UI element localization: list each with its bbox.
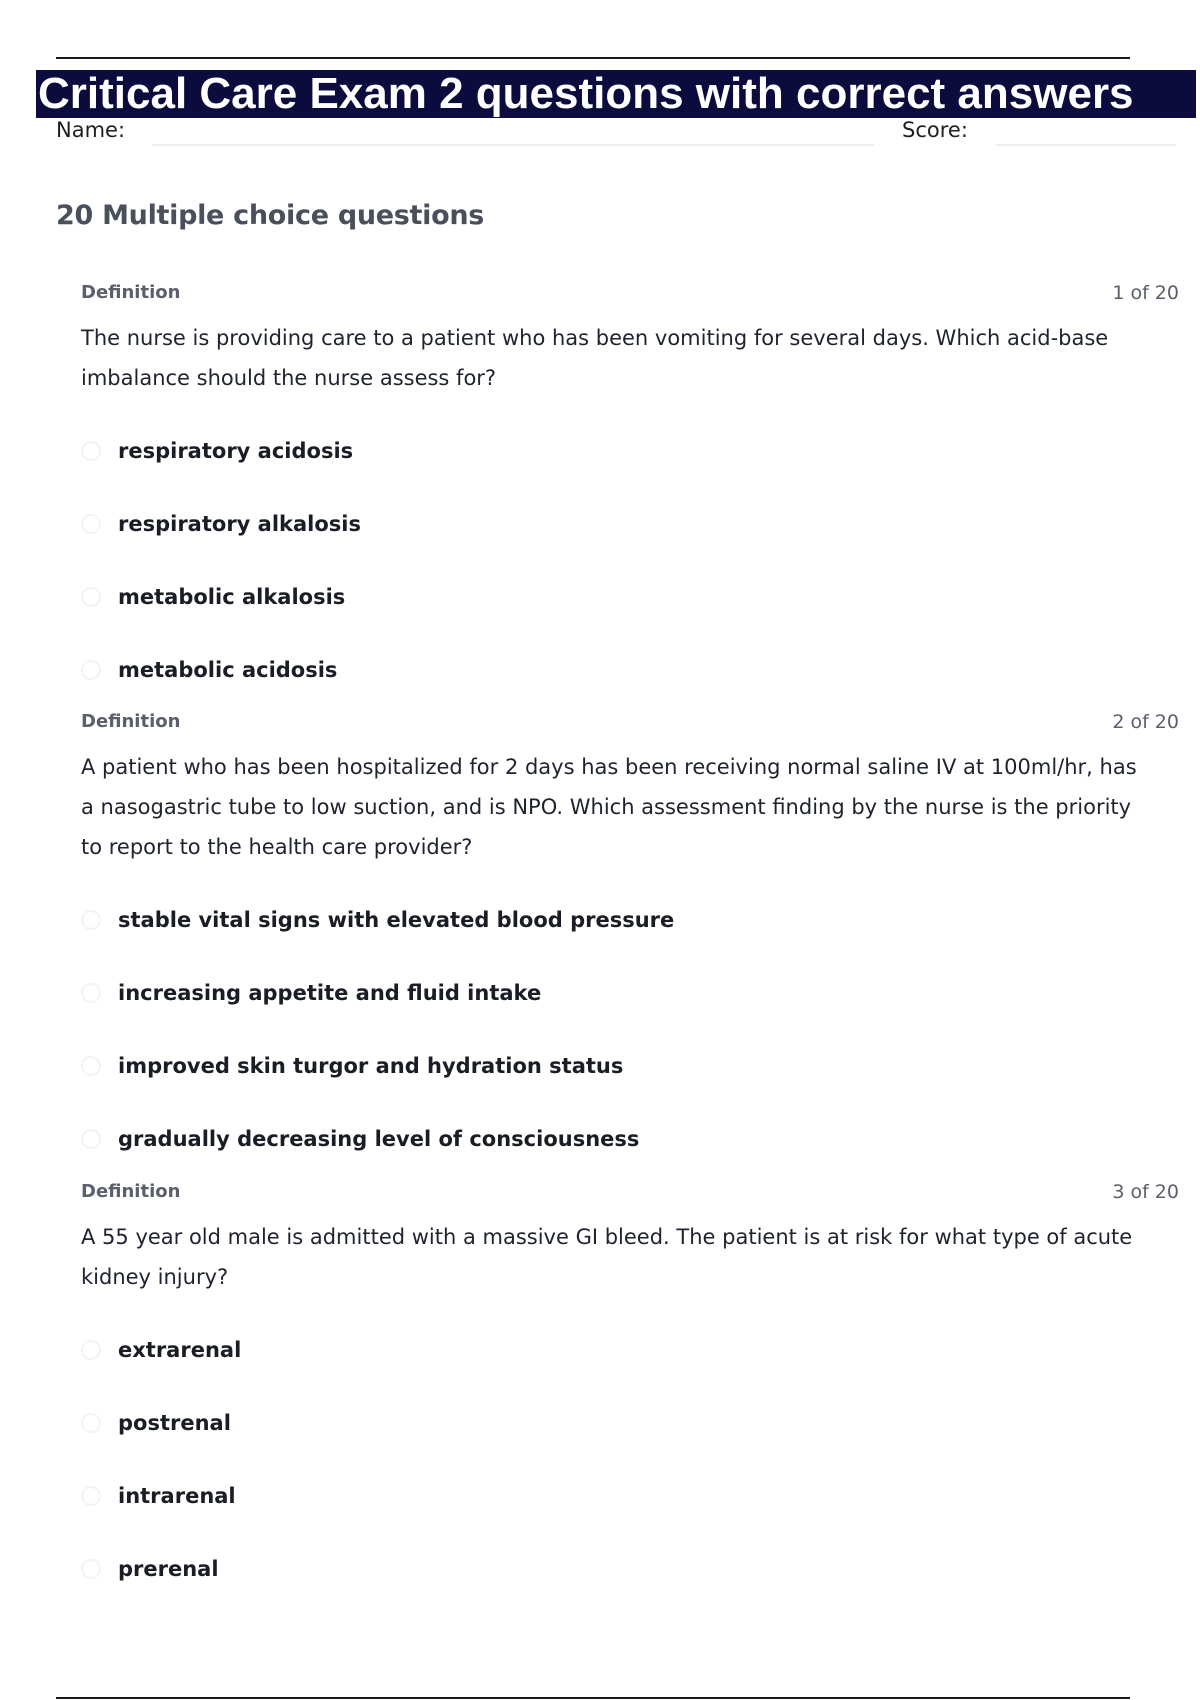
option-item[interactable]: [81, 956, 1179, 1029]
radio-button-icon[interactable]: [81, 1559, 101, 1579]
radio-button-icon[interactable]: [81, 1413, 101, 1433]
question-1: [81, 282, 1179, 706]
option-item[interactable]: [81, 883, 1179, 956]
question-text: A 55 year old male is admitted with a massive GI bleed. The patient is at risk for what type of acute kidney injury?: [81, 1225, 1133, 1289]
options-list: [81, 1313, 1179, 1605]
option-label: respiratory alkalosis: [118, 511, 362, 536]
option-item[interactable]: [81, 414, 1179, 487]
question-3: [81, 1181, 1179, 1605]
score-label: Score:: [902, 118, 968, 142]
question-type: Definition: [81, 711, 181, 732]
radio-button-icon[interactable]: [81, 514, 101, 534]
question-text: The nurse is providing care to a patient who has been vomiting for several days. Which acid-base imbalance should the nurse assess for?: [81, 326, 1109, 390]
radio-button-icon[interactable]: [81, 587, 101, 607]
option-label: intrarenal: [118, 1483, 236, 1508]
question-counter: 1 of 20: [1112, 282, 1179, 304]
name-field[interactable]: [152, 144, 874, 146]
name-score-row: [56, 118, 1180, 148]
score-field[interactable]: [996, 144, 1176, 146]
question-header: [81, 1181, 1179, 1207]
name-label: Name:: [56, 118, 126, 142]
option-item[interactable]: [81, 633, 1179, 706]
bottom-rule: [56, 1697, 1130, 1699]
radio-button-icon[interactable]: [81, 910, 101, 930]
option-label: extrarenal: [118, 1337, 242, 1362]
radio-button-icon[interactable]: [81, 1129, 101, 1149]
option-item[interactable]: [81, 1459, 1179, 1532]
question-header: [81, 711, 1179, 737]
option-label: metabolic alkalosis: [118, 584, 346, 609]
option-label: respiratory acidosis: [118, 438, 354, 463]
section-heading: 20 Multiple choice questions: [56, 200, 485, 231]
option-label: prerenal: [118, 1556, 219, 1581]
radio-button-icon[interactable]: [81, 441, 101, 461]
radio-button-icon[interactable]: [81, 1486, 101, 1506]
top-rule: [56, 57, 1130, 59]
option-item[interactable]: [81, 1029, 1179, 1102]
option-item[interactable]: [81, 487, 1179, 560]
option-item[interactable]: [81, 1313, 1179, 1386]
option-label: stable vital signs with elevated blood pressure: [118, 907, 675, 932]
option-item[interactable]: [81, 1102, 1179, 1175]
question-type: Definition: [81, 1181, 181, 1202]
document-title: Critical Care Exam 2 questions with correct answers: [38, 70, 1134, 118]
option-label: improved skin turgor and hydration status: [118, 1053, 624, 1078]
options-list: [81, 414, 1179, 706]
radio-button-icon[interactable]: [81, 1340, 101, 1360]
radio-button-icon[interactable]: [81, 983, 101, 1003]
title-banner: [36, 70, 1196, 118]
question-counter: 3 of 20: [1112, 1181, 1179, 1203]
radio-button-icon[interactable]: [81, 660, 101, 680]
option-label: metabolic acidosis: [118, 657, 338, 682]
option-label: increasing appetite and fluid intake: [118, 980, 542, 1005]
option-item[interactable]: [81, 560, 1179, 633]
option-label: postrenal: [118, 1410, 231, 1435]
question-type: Definition: [81, 282, 181, 303]
question-header: [81, 282, 1179, 308]
option-label: gradually decreasing level of consciousness: [118, 1126, 640, 1151]
option-item[interactable]: [81, 1386, 1179, 1459]
question-counter: 2 of 20: [1112, 711, 1179, 733]
question-2: [81, 711, 1179, 1175]
option-item[interactable]: [81, 1532, 1179, 1605]
question-text: A patient who has been hospitalized for 2 days has been receiving normal saline IV at 100ml/hr, has a nasogastric tube to low suction, and is NPO. Which assessment finding by the nurse is the priority to report to the health care provider?: [81, 755, 1137, 859]
options-list: [81, 883, 1179, 1175]
radio-button-icon[interactable]: [81, 1056, 101, 1076]
